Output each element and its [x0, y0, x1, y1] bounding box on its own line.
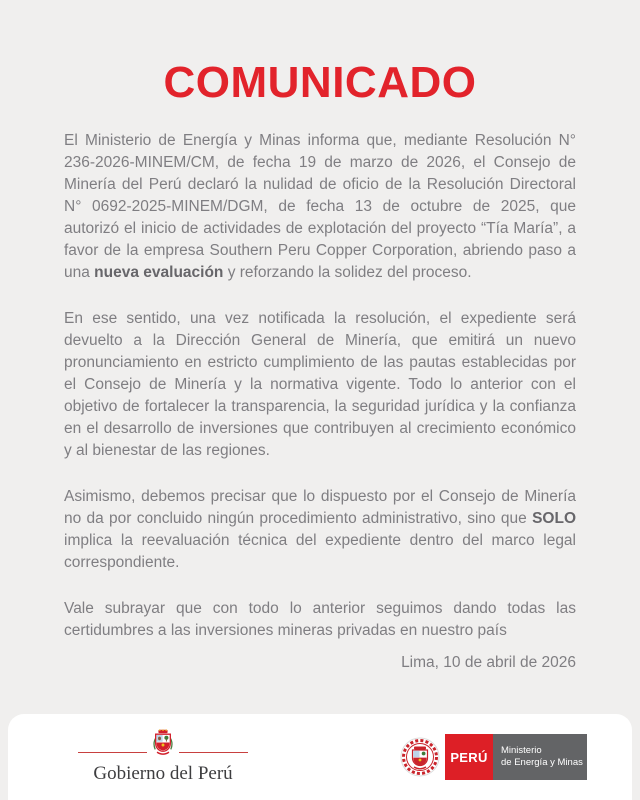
gobierno-logo-top — [78, 729, 248, 762]
paragraph-clarification-end: implica la reevaluación técnica del expediente dentro del marco legal correspondiente. — [64, 532, 576, 571]
paragraph-procedure: En ese sentido, una vez notificada la resolución, el expediente será devuelto a la Dirección General de Minería, que emitirá un nuevo pronunciamiento en estricto cumplimiento de las pautas establecidas por el Consejo de Minería y la normativa vigente. Todo lo anterior con el objetivo de fortalecer la transparencia, la seguridad jurídica y la confianza en el desarrollo de inversiones que contribuyen al crecimiento económico y al bienestar de las regiones. — [64, 310, 576, 459]
gobierno-del-peru-logo — [78, 729, 248, 785]
gobierno-right-rule — [179, 752, 248, 754]
minem-country-badge: PERÚ — [445, 734, 493, 780]
page-title: COMUNICADO — [163, 58, 477, 107]
peru-state-seal-icon — [400, 737, 440, 777]
minem-ministry-name — [493, 734, 587, 780]
paragraph-resolution-end: y reforzando la solidez del proceso. — [223, 264, 472, 281]
paragraph-closing: Vale subrayar que con todo lo anterior seguimos dando todas las certidumbres a las inversiones mineras privadas en nuestro país — [64, 600, 576, 639]
peru-coat-of-arms-icon — [152, 729, 174, 762]
gobierno-logo-label: Gobierno del Perú — [93, 763, 233, 784]
minem-ministry-line2: de Energía y Minas — [501, 757, 583, 768]
paragraph-resolution-text: El Ministerio de Energía y Minas informa que, mediante Resolución N° 236-2026-MINEM/CM, de fecha 19 de marzo de 2026, el Consejo de Minería del Perú declaró la nulidad de oficio de la Resolución Directoral N° 0692-2025-MINEM/DGM, de fecha 13 de octubre de 2025, que autorizó el inicio de actividades de explotación del proyecto “Tía María”, a favor de la empresa Southern Peru Copper Corporation, abriendo paso a una — [64, 132, 576, 281]
dateline: Lima, 10 de abril de 2026 — [401, 654, 576, 671]
minem-ministry-line1: Ministerio — [501, 745, 542, 756]
minem-logo — [400, 734, 587, 780]
bold-nueva-evaluacion: nueva evaluación — [94, 264, 224, 281]
communique-body — [64, 130, 576, 674]
footer-logo-bar — [8, 714, 632, 800]
gobierno-left-rule — [78, 752, 147, 754]
paragraph-clarification — [64, 486, 576, 574]
paragraph-resolution — [64, 130, 576, 284]
bold-solo: SOLO — [532, 510, 576, 527]
paragraph-clarification-text: Asimismo, debemos precisar que lo dispuesto por el Consejo de Minería no da por concluido ningún procedimiento administrativo, sino que — [64, 488, 576, 527]
